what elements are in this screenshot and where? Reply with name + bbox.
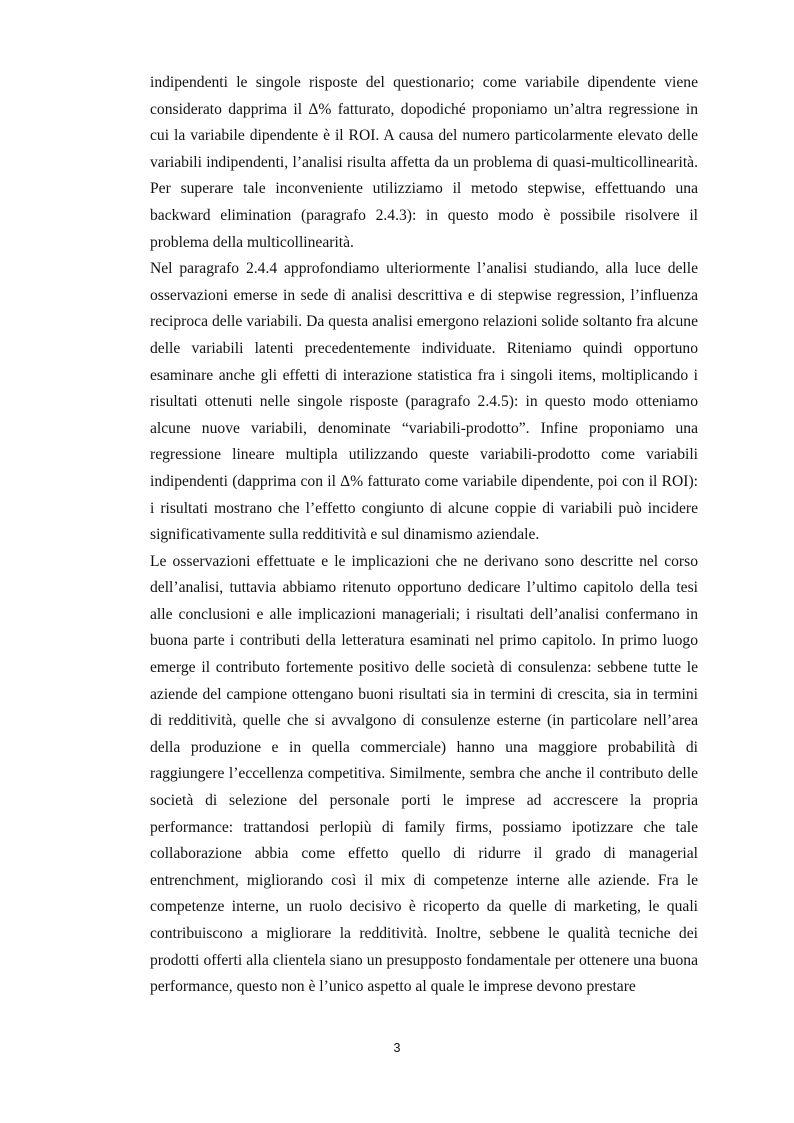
paragraph-interaction-analysis: Nel paragrafo 2.4.4 approfondiamo ulteriormente l’analisi studiando, alla luce delle osservazioni emerse in sede di analisi descrittiva e di stepwise regression, l’influenza reciproca delle variabili. Da questa analisi emergono relazioni solide soltanto fra alcune delle variabili latenti precedentemente individuate. Riteniamo quindi opportuno esaminare anche gli effetti di interazione statistica fra i singoli items, moltiplicando i risultati ottenuti nelle singole risposte (paragrafo 2.4.5): in questo modo otteniamo alcune nuove variabili, denominate “variabili-prodotto”. Infine proponiamo una regressione lineare multipla utilizzando queste variabili-prodotto come variabili indipendenti (dapprima con il Δ% fatturato come variabile dipendente, poi con il ROI): i risultati mostrano che l’effetto congiunto di alcune coppie di variabili può incidere significativamente sulla redditività e sul dinamismo aziendale. [150, 260, 698, 544]
paragraph-conclusions: Le osservazioni effettuate e le implicazioni che ne derivano sono descritte nel corso dell’analisi, tuttavia abbiamo ritenuto opportuno dedicare l’ultimo capitolo della tesi alle conclusioni e alle implicazioni manageriali; i risultati dell’analisi confermano in buona parte i contributi della letteratura esaminati nel primo capitolo. In primo luogo emerge il contributo fortemente positivo delle società di consulenza: sebbene tutte le aziende del campione ottengano buoni risultati sia in termini di crescita, sia in termini di redditività, quelle che si avvalgono di consulenze esterne (in particolare nell’area della produzione e in quella commerciale) hanno una maggiore probabilità di raggiungere l’eccellenza competitiva. Similmente, sembra che anche il contributo delle società di selezione del personale porti le imprese ad accrescere la propria performance: trattandosi perlopiù di family firms, possiamo ipotizzare che tale collaborazione abbia come effetto quello di ridurre il grado di managerial entrenchment, migliorando così il mix di competenze interne alle aziende. Fra le competenze interne, un ruolo decisivo è ricoperto da quelle di marketing, le quali contribuiscono a migliorare la redditività. Inoltre, sebbene le qualità tecniche dei prodotti offerti alla clientela siano un presupposto fondamentale per ottenere una buona performance, questo non è l’unico aspetto al quale le imprese devono prestare [150, 552, 698, 996]
page-body [150, 70, 698, 1001]
paragraph-regression-setup: indipendenti le singole risposte del questionario; come variabile dipendente viene considerato dapprima il Δ% fatturato, dopodiché proponiamo un’altra regressione in cui la variabile dipendente è il ROI. A causa del numero particolarmente elevato delle variabili indipendenti, l’analisi risulta affetta da un problema di quasi-multicollinearità. Per superare tale inconveniente utilizziamo il metodo stepwise, effettuando una backward elimination (paragrafo 2.4.3): in questo modo è possibile risolvere il problema della multicollinearità. [150, 74, 698, 251]
page-number: 3 [393, 1041, 401, 1055]
